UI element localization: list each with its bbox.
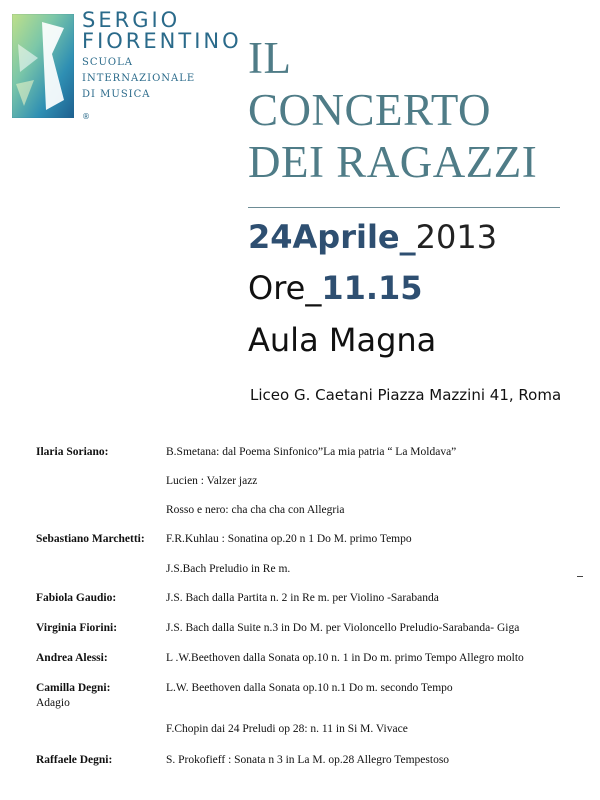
logo-sub-line1: SCUOLA [82, 57, 133, 68]
program-piece: J.S. Bach dalla Suite n.3 in Do M. per Violoncello Preludio-Sarabanda- Giga [166, 622, 520, 634]
program-piece: F.R.Kuhlau : Sonatina op.20 n 1 Do M. primo Tempo [166, 533, 412, 545]
title-line-1: IL [248, 33, 292, 83]
program-piece: L .W.Beethoven dalla Sonata op.10 n. 1 in Do m. primo Tempo Allegro molto [166, 652, 524, 664]
logo-name-line2: FIORENTINO [82, 29, 242, 53]
program-piece: L.W. Beethoven dalla Sonata op.10 n.1 Do m. secondo Tempo [166, 682, 453, 694]
performer-name: Fabiola Gaudio: [36, 592, 117, 604]
program-piece: B.Smetana: dal Poema Sinfonico”La mia patria “ La Moldava” [166, 446, 457, 458]
program-piece: Lucien : Valzer jazz [166, 475, 258, 487]
event-time-value: 11.15 [321, 269, 423, 307]
program-piece: J.S. Bach dalla Partita n. 2 in Re m. per Violino -Sarabanda [166, 592, 439, 604]
performer-name: Andrea Alessi: [36, 652, 108, 664]
logo-name-line1: SERGIO [82, 8, 181, 32]
program-piece: F.Chopin dai 24 Preludi op 28: n. 11 in Si M. Vivace [166, 723, 408, 735]
performer-note: Adagio [36, 697, 70, 709]
event-date-daymonth: 24Aprile_ [248, 218, 416, 256]
performer-name: Virginia Fiorini: [36, 622, 118, 634]
event-hall: Aula Magna [248, 321, 437, 359]
title-line-2: CONCERTO [248, 85, 491, 135]
event-time-prefix: Ore_ [248, 269, 322, 307]
performer-name: Sebastiano Marchetti: [36, 533, 145, 545]
program-piece: S. Prokofieff : Sonata n 3 in La M. op.28 Allegro Tempestoso [166, 754, 450, 766]
event-address: Liceo G. Caetani Piazza Mazzini 41, Roma [250, 386, 562, 404]
logo-sub-line2: INTERNAZIONALE [82, 73, 196, 84]
performer-name: Ilaria Soriano: [36, 446, 109, 458]
registered-mark: ® [82, 112, 90, 121]
logo-sub-line3: DI MUSICA [82, 89, 151, 100]
performer-name: Raffaele Degni: [36, 754, 113, 766]
stray-mark [577, 576, 583, 577]
program-piece: J.S.Bach Preludio in Re m. [166, 563, 291, 575]
program-piece: Rosso e nero: cha cha cha con Allegria [166, 504, 345, 516]
performer-name: Camilla Degni: [36, 682, 111, 694]
event-date-year: 2013 [415, 218, 498, 256]
title-line-3: DEI RAGAZZI [248, 137, 538, 187]
